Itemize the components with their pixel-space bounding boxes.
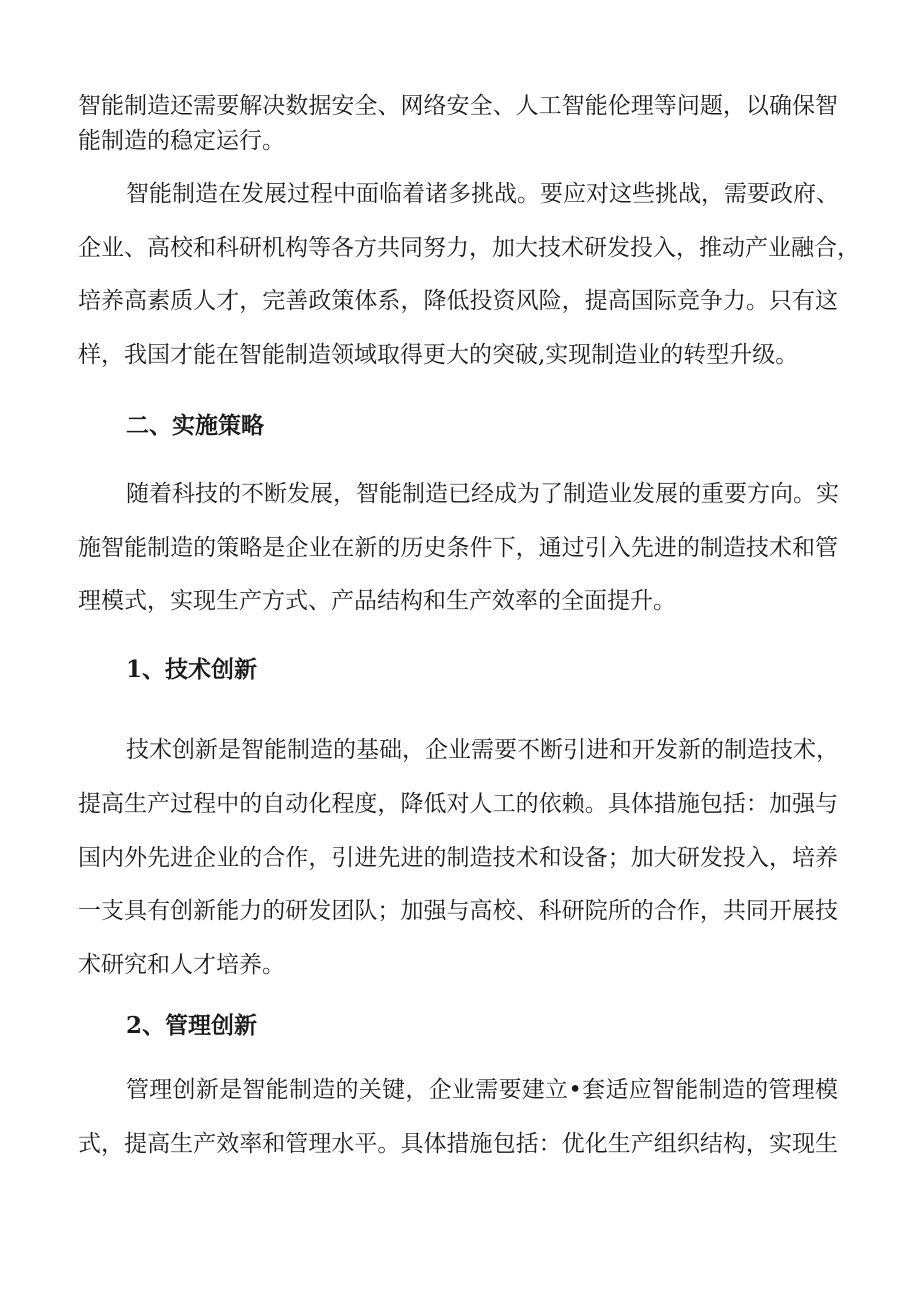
paragraph-line: 术研究和人才培养。 — [78, 952, 285, 978]
paragraph-line: 理模式，实现生产方式、产品结构和生产效率的全面提升。 — [78, 588, 676, 614]
paragraph-line: 能制造的稳定运行。 — [78, 128, 285, 154]
paragraph-line: 智能制造还需要解决数据安全、网络安全、人工智能伦理等问题，以确保智 — [78, 93, 838, 119]
subsection-heading: 2、管理创新 — [126, 1012, 258, 1039]
paragraph-line: 式，提高生产效率和管理水平。具体措施包括：优化生产组织结构，实现生 — [78, 1131, 838, 1157]
paragraph-line: 企业、高校和科研机构等各方共同努力，加大技术研发投入，推动产业融合， — [78, 235, 860, 261]
paragraph-line: 技术创新是智能制造的基础，企业需要不断引进和开发新的制造技术， — [126, 737, 839, 763]
paragraph-line: 国内外先进企业的合作，引进先进的制造技术和设备；加大研发投入，培养 — [78, 845, 838, 871]
paragraph-line: 管理创新是智能制造的关键，企业需要建立•套适应智能制造的管理模 — [126, 1077, 838, 1103]
paragraph-line: 提高生产过程中的自动化程度，降低对人工的依赖。具体措施包括：加强与 — [78, 791, 838, 817]
subsection-heading: 1、技术创新 — [126, 656, 258, 683]
paragraph-line: 一支具有创新能力的研发团队；加强与高校、科研院所的合作，共同开展技 — [78, 898, 838, 924]
paragraph-line: 培养高素质人才，完善政策体系，降低投资风险，提高国际竞争力。只有这 — [78, 288, 838, 314]
paragraph-line: 施智能制造的策略是企业在新的历史条件下，通过引入先进的制造技术和管 — [78, 535, 838, 561]
paragraph-line: 样，我国才能在智能制造领域取得更大的突破,实现制造业的转型升级。 — [78, 342, 799, 368]
paragraph-line: 随着科技的不断发展，智能制造已经成为了制造业发展的重要方向。实 — [126, 481, 839, 507]
paragraph-line: 智能制造在发展过程中面临着诸多挑战。要应对这些挑战，需要政府、 — [126, 181, 839, 207]
section-heading: 二、实施策略 — [126, 412, 264, 439]
